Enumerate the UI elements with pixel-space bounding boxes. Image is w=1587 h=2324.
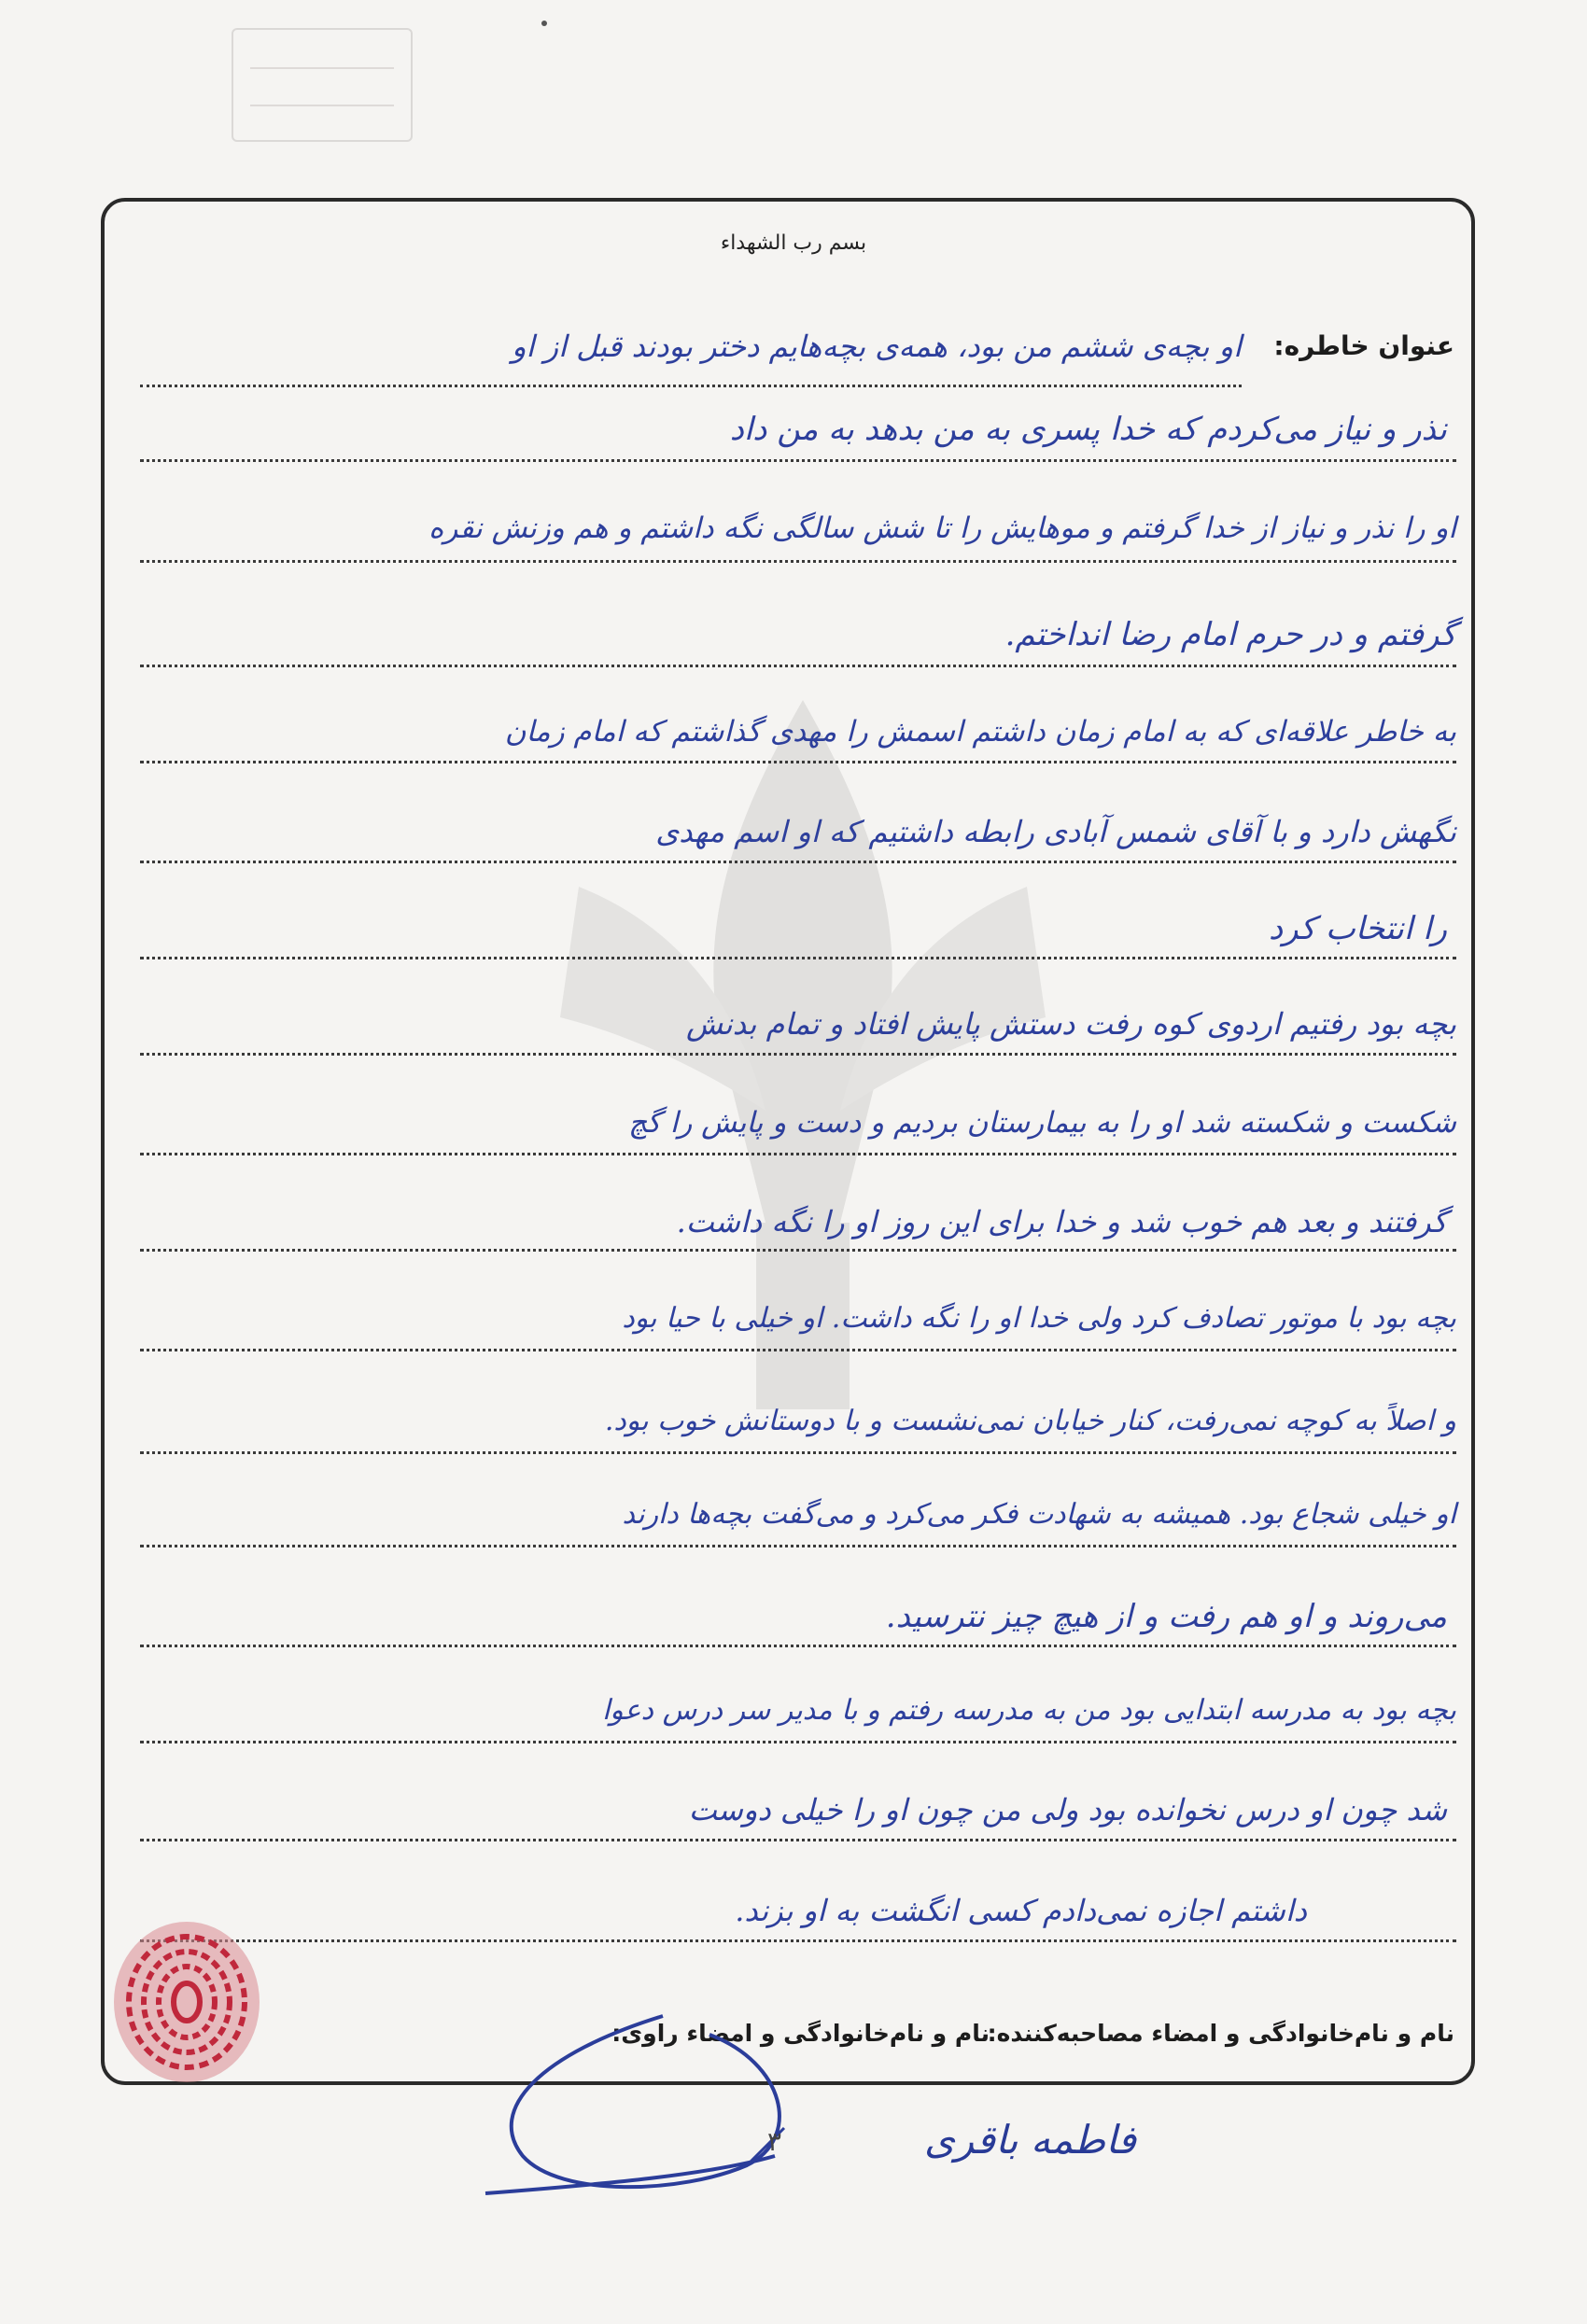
memoir-line-15: بچه بود به مدرسه ابتدایی بود من به مدرسه رفتم و با مدیر سر درس دعوا — [601, 1694, 1456, 1727]
narrator-signature — [467, 1997, 952, 2212]
memoir-line-6: نگهش دارد و با آقای شمس آبادی رابطه داشتیم که او اسم مهدی — [655, 814, 1456, 849]
memoir-line-4: گرفتم و در حرم امام رضا انداختم. — [1004, 616, 1456, 653]
memoir-line-2: نذر و نیاز می‌کردم که خدا پسری به من بدهد به من داد — [729, 411, 1447, 448]
memoir-line-1: او بچه‌ی ششم من بود، همه‌ی بچه‌هایم دختر بودند قبل از او — [512, 329, 1242, 364]
memoir-line-7: را انتخاب کرد — [1268, 910, 1447, 947]
speck — [541, 21, 547, 26]
memoir-line-10: گرفتند و بعد هم خوب شد و خدا برای این روز او را نگه داشت. — [676, 1204, 1447, 1239]
memoir-line-8: بچه بود رفتیم اردوی کوه رفت دستش پایش افتاد و تمام بدنش — [686, 1006, 1456, 1042]
emblem-watermark — [523, 644, 1083, 1484]
memoir-line-17: داشتم اجازه نمی‌دادم کسی انگشت به او بزند. — [735, 1893, 1307, 1928]
faded-stamp — [232, 28, 413, 142]
memoir-line-12: و اصلاً به کوچه نمی‌رفت، کنار خیابان نمی‌نشست و با دوستانش خوب بود. — [604, 1405, 1456, 1437]
memoir-line-14: می‌روند و او هم رفت و از هیچ چیز نترسید. — [885, 1598, 1447, 1635]
page-number: ۳ — [767, 2126, 782, 2157]
bismillah-heading: بسم رب الشهداء — [720, 231, 867, 255]
memoir-line-3: او را نذر و نیاز از خدا گرفتم و موهایش را تا شش سالگی نگه داشتم و هم وزنش نقره — [428, 511, 1456, 545]
interviewer-signature-label: نام و نام‌خانوادگی و امضاء مصاحبه‌کننده: — [987, 2020, 1454, 2047]
memoir-line-9: شکست و شکسته شد او را به بیمارستان بردیم و دست و پایش را گچ — [628, 1106, 1456, 1140]
fingerprint-mark — [103, 1913, 271, 2091]
narrator-signature-label: نام و نام‌خانوادگی و امضاء راوی: — [611, 2020, 990, 2047]
memoir-line-11: بچه بود با موتور تصادف کرد ولی خدا او را نگه داشت. او خیلی با حیا بود — [622, 1302, 1456, 1335]
memoir-line-5: به خاطر علاقه‌ای که به امام زمان داشتم اسمش را مهدی گذاشتم که امام زمان — [504, 715, 1456, 749]
narrator-handwritten-name: فاطمه باقری — [924, 2117, 1137, 2163]
memoir-title-label: عنوان خاطره: — [1273, 330, 1454, 361]
memoir-line-16: شد چون او درس نخوانده بود ولی من چون او را خیلی دوست — [688, 1792, 1447, 1827]
memoir-line-13: او خیلی شجاع بود. همیشه به شهادت فکر می‌کرد و می‌گفت بچه‌ها دارند — [622, 1498, 1456, 1531]
